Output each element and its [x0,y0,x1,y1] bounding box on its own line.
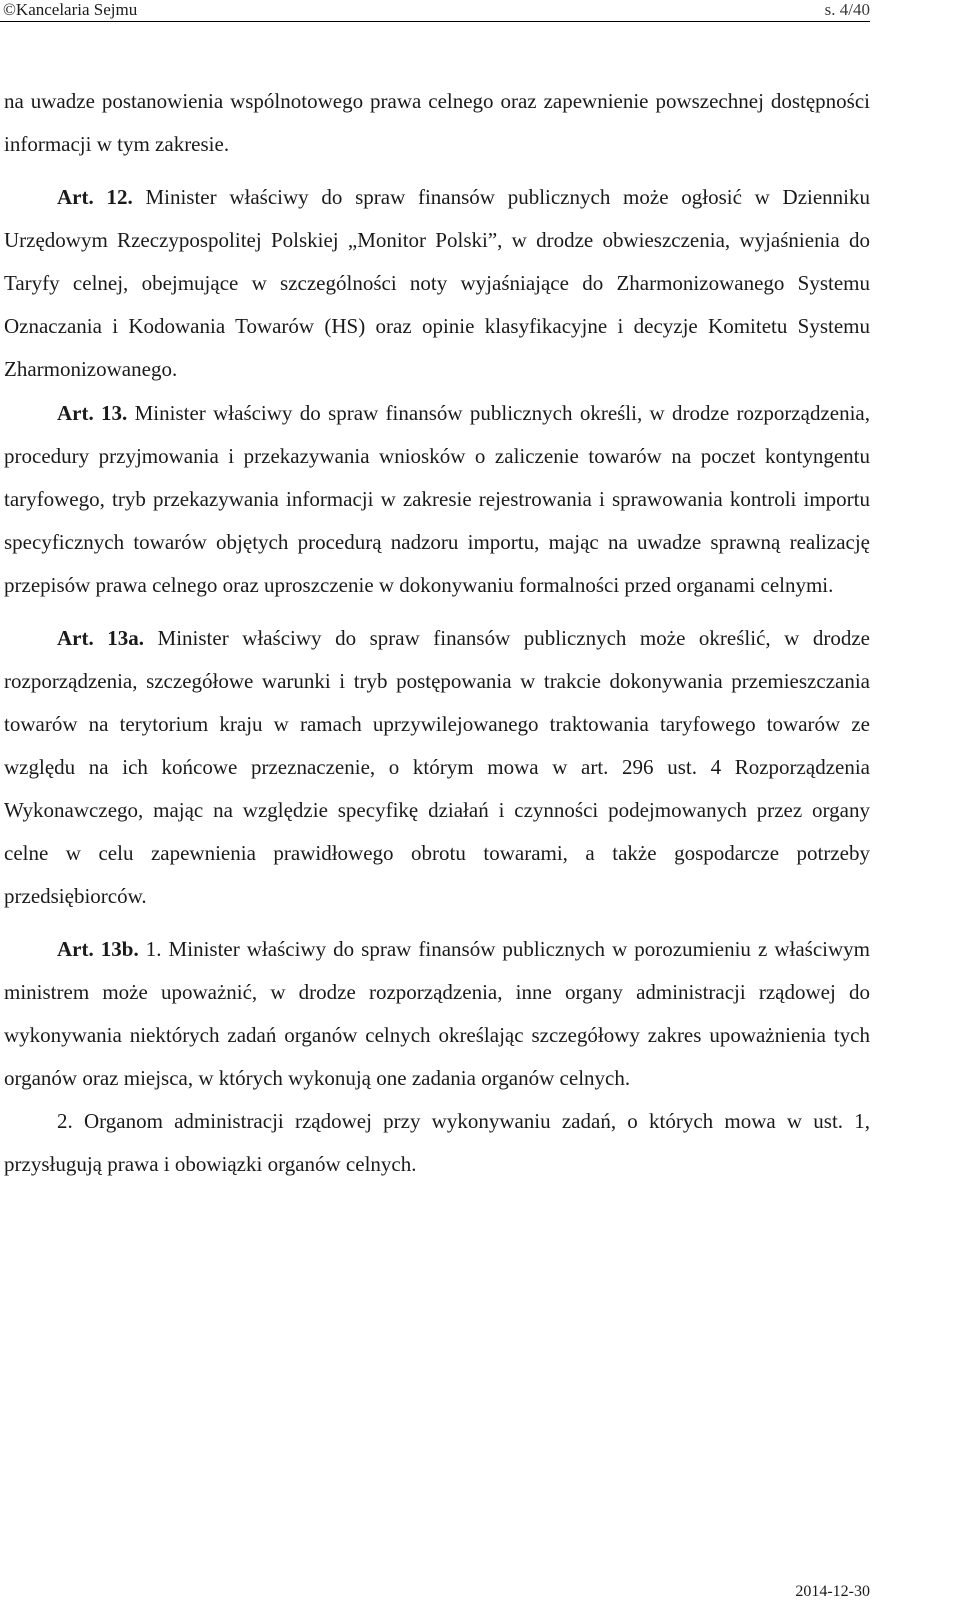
article-label: Art. 13. [57,401,128,425]
article-13 [4,392,870,607]
article-text: Minister właściwy do spraw finansów publicznych może ogłosić w Dzienniku Urzędowym Rzeczypospolitej Polskiej „Monitor Polski”, w drodze obwieszczenia, wyjaśnienia do Taryfy celnej, obejmujące w szczególności noty wyjaśniające do Zharmonizowanego Systemu Oznaczania i Kodowania Towarów (HS) oraz opinie klasyfikacyjne i decyzje Komitetu Systemu Zharmonizowanego. [4,185,871,381]
article-label: Art. 13b. [57,937,139,961]
article-text: Minister właściwy do spraw finansów publicznych może określić, w drodze rozporządzenia, szczegółowe warunki i tryb postępowania w trakcie dokonywania przemieszczania towarów na terytorium kraju w ramach uprzywilejowanego traktowania taryfowego towarów ze względu na ich końcowe przeznaczenie, o którym mowa w art. 296 ust. 4 Rozporządzenia Wykonawczego, mając na względzie specyfikę działań i czynności podejmowanych przez organy celne w celu zapewnienia prawidłowego obrotu towarami, a także gospodarcze potrzeby przedsiębiorców. [4,626,871,908]
page-header [0,0,870,22]
paragraph-continuation [4,80,870,166]
article-label: Art. 13a. [57,626,145,650]
article-12 [4,176,870,391]
article-text: Minister właściwy do spraw finansów publicznych określi, w drodze rozporządzenia, procedury przyjmowania i przekazywania wniosków o zaliczenie towarów na poczet kontyngentu taryfowego, tryb przekazywania informacji w zakresie rejestrowania i sprawowania kontroli importu specyficznych towarów objętych procedurą nadzoru importu, mając na uwadze sprawną realizację przepisów prawa celnego oraz uproszczenie w dokonywaniu formalności przed organami celnymi. [4,401,870,597]
header-source: ©Kancelaria Sejmu [3,0,138,19]
header-page-number: s. 4/40 [824,0,870,19]
document-body [4,80,870,1186]
footer-date: 2014-12-30 [795,1583,870,1600]
paragraph-text: na uwadze postanowienia wspólnotowego prawa celnego oraz zapewnienie powszechnej dostępności informacji w tym zakresie. [4,89,870,156]
article-13a [4,617,870,918]
article-13b [4,928,870,1100]
article-label: Art. 12. [57,185,133,209]
paragraph-text: 2. Organom administracji rządowej przy wykonywaniu zadań, o których mowa w ust. 1, przysługują prawa i obowiązki organów celnych. [4,1109,870,1176]
article-text: 1. Minister właściwy do spraw finansów publicznych w porozumieniu z właściwym ministrem może upoważnić, w drodze rozporządzenia, inne organy administracji rządowej do wykonywania niektórych zadań organów celnych określając szczegółowy zakres upoważnienia tych organów oraz miejsca, w których wykonują one zadania organów celnych. [4,937,870,1090]
article-13b-para-2 [4,1100,870,1186]
